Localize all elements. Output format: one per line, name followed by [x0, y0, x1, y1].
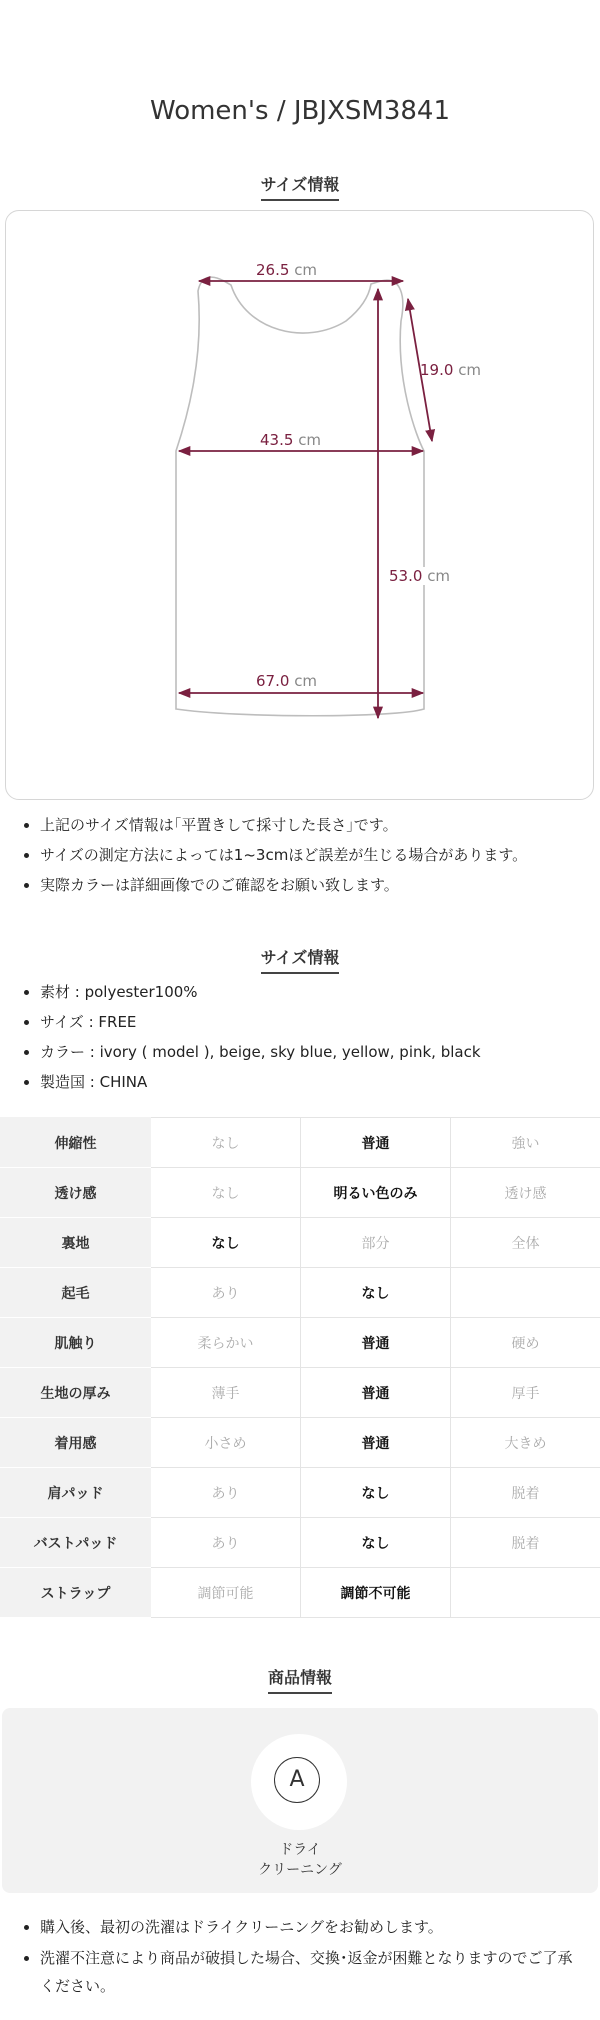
attribute-option: なし — [151, 1118, 301, 1168]
attribute-option-selected: なし — [301, 1268, 451, 1318]
attribute-option: あり — [151, 1518, 301, 1568]
table-row — [1, 1118, 600, 1168]
spec-colors: カラー : ivory ( model ), beige, sky blue, yellow, pink, black — [18, 1037, 481, 1067]
attribute-option-selected: なし — [301, 1518, 451, 1568]
care-icon-circle — [251, 1734, 347, 1830]
table-row — [1, 1368, 600, 1418]
attribute-label: 生地の厚み — [1, 1368, 151, 1418]
care-panel — [2, 1708, 598, 1893]
spec-material: 素材 : polyester100% — [18, 977, 481, 1007]
care-label-line1: ドライ — [279, 1842, 321, 1858]
list-item: 実際カラーは詳細画像でのご確認をお願い致します。 — [18, 870, 527, 900]
attribute-option-selected: 調節不可能 — [301, 1568, 451, 1618]
material-info-heading: サイズ情報 — [0, 945, 600, 974]
attribute-option — [451, 1568, 600, 1618]
list-item: 購入後、最初の洗濯はドライクリーニングをお勧めします。 — [18, 1913, 583, 1941]
spec-list — [18, 977, 481, 1097]
attribute-option: 部分 — [301, 1218, 451, 1268]
attribute-label: 着用感 — [1, 1418, 151, 1468]
size-diagram — [5, 210, 594, 800]
length-label: 53.0 cm — [389, 567, 451, 585]
size-notes-list — [18, 810, 527, 900]
attribute-option: 厚手 — [451, 1368, 600, 1418]
table-row — [1, 1468, 600, 1518]
attribute-option: 小さめ — [151, 1418, 301, 1468]
hem-width-label: 67.0 cm — [256, 672, 318, 690]
attribute-label: 透け感 — [1, 1168, 151, 1218]
attribute-label: 起毛 — [1, 1268, 151, 1318]
spec-origin: 製造国 : CHINA — [18, 1067, 481, 1097]
list-item: 洗濯不注意により商品が破損した場合、交換･返金が困難となりますのでご了承ください。 — [18, 1944, 583, 2000]
page-title: Women's / JBJXSM3841 — [150, 96, 450, 126]
attribute-label: 肌触り — [1, 1318, 151, 1368]
attribute-option: あり — [151, 1468, 301, 1518]
attribute-option-selected: 普通 — [301, 1418, 451, 1468]
dry-clean-icon: A — [274, 1757, 320, 1803]
attribute-option: 強い — [451, 1118, 600, 1168]
table-row — [1, 1568, 600, 1618]
attribute-option-selected: 普通 — [301, 1118, 451, 1168]
table-row — [1, 1268, 600, 1318]
attribute-option-selected: 普通 — [301, 1318, 451, 1368]
attribute-option: 硬め — [451, 1318, 600, 1368]
attribute-option-selected: 明るい色のみ — [301, 1168, 451, 1218]
attribute-option: 調節可能 — [151, 1568, 301, 1618]
measurement-lines — [179, 281, 432, 718]
attribute-option-selected: なし — [301, 1468, 451, 1518]
chest-width-label: 43.5 cm — [260, 431, 322, 449]
table-row — [1, 1418, 600, 1468]
armhole-label: 19.0 cm — [420, 361, 482, 379]
size-info-heading: サイズ情報 — [0, 172, 600, 201]
table-row — [1, 1168, 600, 1218]
attribute-option-selected: 普通 — [301, 1368, 451, 1418]
attribute-option: 脱着 — [451, 1518, 600, 1568]
attribute-option-selected: なし — [151, 1218, 301, 1268]
attribute-option: 透け感 — [451, 1168, 600, 1218]
attribute-label: バストパッド — [1, 1518, 151, 1568]
table-row — [1, 1218, 600, 1268]
table-row — [1, 1518, 600, 1568]
attribute-label: 肩パッド — [1, 1468, 151, 1518]
attribute-option: なし — [151, 1168, 301, 1218]
attribute-option: 全体 — [451, 1218, 600, 1268]
attribute-option: 柔らかい — [151, 1318, 301, 1368]
attribute-option: 薄手 — [151, 1368, 301, 1418]
attribute-label: ストラップ — [1, 1568, 151, 1618]
list-item: 上記のサイズ情報は｢平置きして採寸した長さ｣です。 — [18, 810, 527, 840]
washing-notes-list — [18, 1913, 583, 2003]
tank-top-diagram — [6, 211, 595, 801]
attribute-option: 大きめ — [451, 1418, 600, 1468]
attribute-option — [451, 1268, 600, 1318]
care-label-line2: クリーニング — [258, 1862, 342, 1878]
fabric-attributes-table — [0, 1117, 600, 1618]
spec-size: サイズ : FREE — [18, 1007, 481, 1037]
garment-outline — [176, 277, 424, 716]
attribute-option: 脱着 — [451, 1468, 600, 1518]
shoulder-width-label: 26.5 cm — [256, 261, 318, 279]
attribute-label: 伸縮性 — [1, 1118, 151, 1168]
attribute-option: あり — [151, 1268, 301, 1318]
attribute-label: 裏地 — [1, 1218, 151, 1268]
product-info-heading: 商品情報 — [0, 1665, 600, 1694]
table-row — [1, 1318, 600, 1368]
list-item: サイズの測定方法によっては1~3cmほど誤差が生じる場合があります。 — [18, 840, 527, 870]
